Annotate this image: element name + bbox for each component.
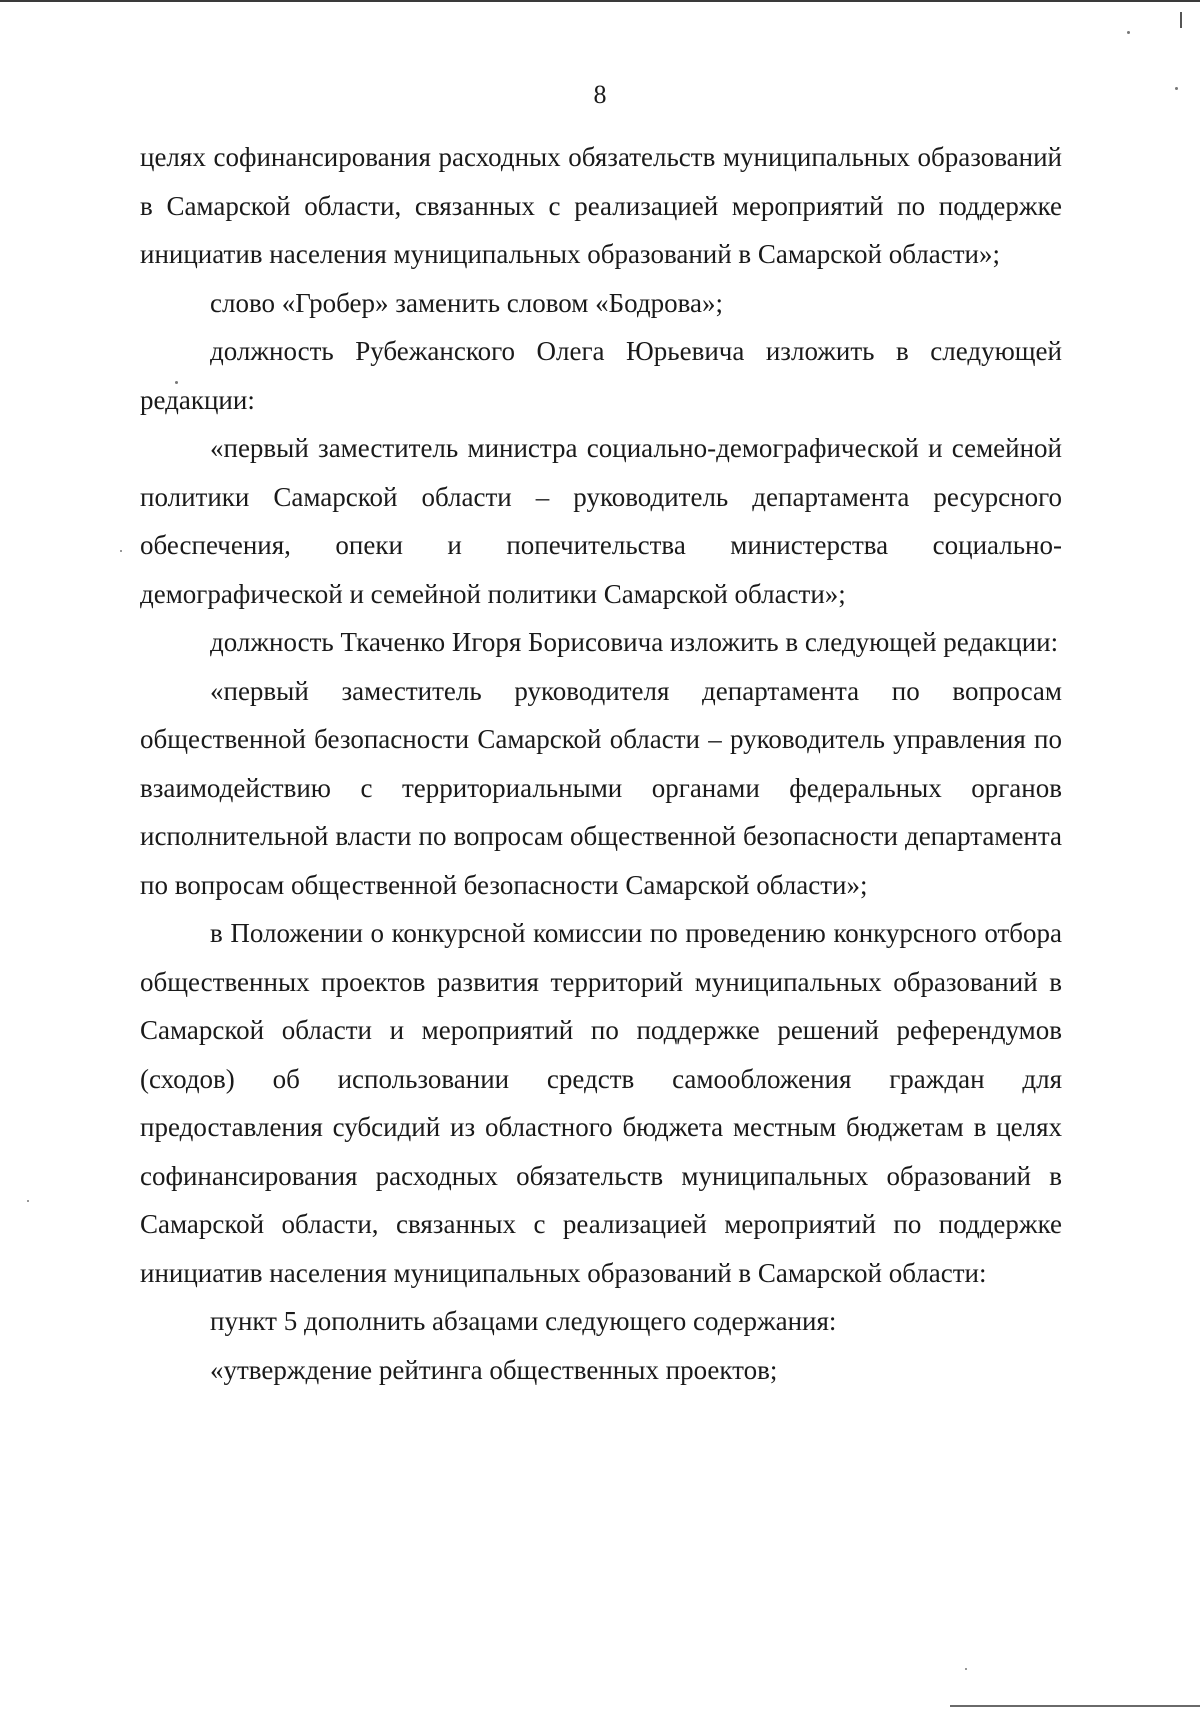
page-number: 8 — [593, 80, 607, 109]
document-body — [140, 133, 1062, 1394]
scan-speck — [965, 1668, 967, 1670]
paragraph: «первый заместитель руководителя департамента по вопросам общественной безопасности Самарской области – руководитель управления по взаимодействию с территориальными органами федеральных органов исполнительной власти по вопросам общественной безопасности департамента по вопросам общественной безопасности Самарской области»; — [140, 675, 1062, 900]
scan-edge-bottom — [950, 1705, 1200, 1707]
paragraph: пункт 5 дополнить абзацами следующего содержания: — [210, 1306, 837, 1336]
paragraph: «первый заместитель министра социально-демографической и семейной политики Самарской области – руководитель департамента ресурсного обеспечения, опеки и попечительства министерства социально-демографической и семейной политики Самарской области»; — [140, 433, 1062, 609]
scan-edge-top — [0, 0, 1200, 2]
paragraph: должность Ткаченко Игоря Борисовича изложить в следующей редакции: — [210, 627, 1059, 657]
paragraph: «утверждение рейтинга общественных проектов; — [210, 1354, 778, 1385]
scan-mark — [1180, 12, 1182, 28]
paragraph: должность Рубежанского Олега Юрьевича изложить в следующей редакции: — [140, 336, 1062, 415]
scan-speck — [27, 1200, 29, 1202]
scan-speck — [120, 550, 122, 552]
paragraph: в Положении о конкурсной комиссии по проведению конкурсного отбора общественных проектов развития территорий муниципальных образований в Самарской области и мероприятий по поддержке решений референдумов (сходов) об использовании средств самообложения граждан для предоставления субсидий из областного бюджета местным бюджетам в целях софинансирования расходных обязательств муниципальных образований в Самарской области, связанных с реализацией мероприятий по поддержке инициатив населения муниципальных образований в Самарской области: — [140, 918, 1062, 1288]
paragraph: целях софинансирования расходных обязательств муниципальных образований в Самарской области, связанных с реализацией мероприятий по поддержке инициатив населения муниципальных образований в Самарской области»; — [140, 142, 1062, 269]
paragraph: слово «Гробер» заменить словом «Бодрова»; — [210, 287, 723, 318]
scan-speck — [1127, 31, 1130, 34]
